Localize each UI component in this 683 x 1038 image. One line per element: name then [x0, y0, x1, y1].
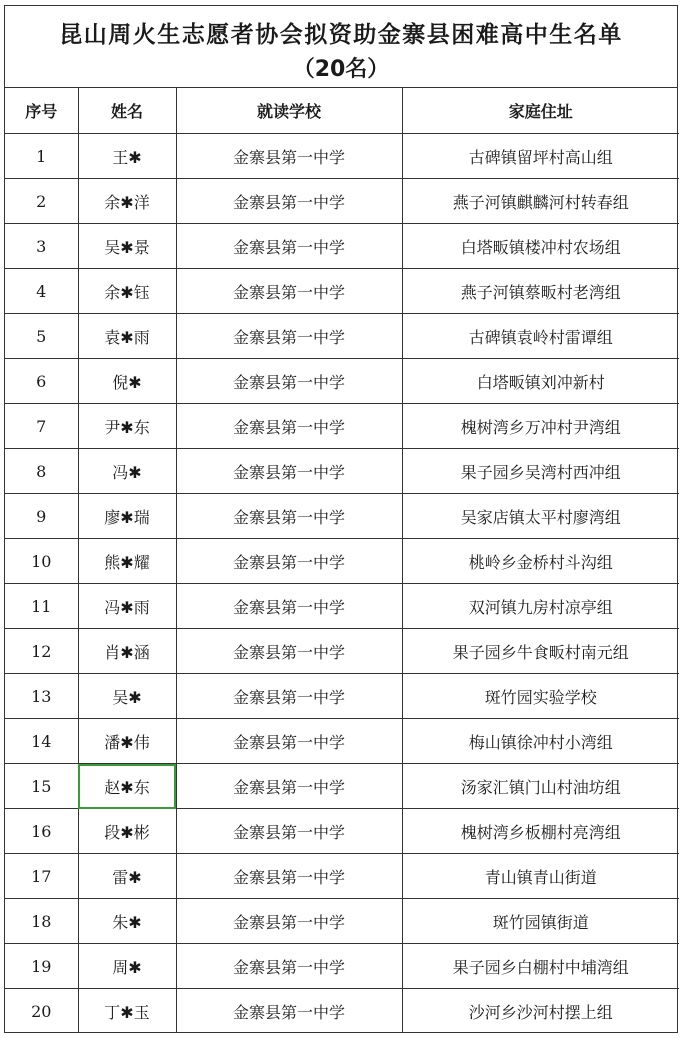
cell-school[interactable]: 金寨县第一中学	[176, 809, 402, 854]
table-row	[5, 494, 679, 539]
table-row	[5, 629, 679, 674]
table-row	[5, 359, 679, 404]
cell-no[interactable]: 10	[5, 539, 78, 584]
cell-school[interactable]: 金寨县第一中学	[176, 764, 402, 809]
cell-name[interactable]: 尹✱东	[78, 404, 176, 449]
table-row	[5, 809, 679, 854]
cell-address[interactable]: 果子园乡吴湾村西冲组	[402, 449, 679, 494]
cell-name[interactable]: 王✱	[78, 134, 176, 179]
cell-address[interactable]: 果子园乡牛食畈村南元组	[402, 629, 679, 674]
cell-school[interactable]: 金寨县第一中学	[176, 134, 402, 179]
cell-school[interactable]: 金寨县第一中学	[176, 944, 402, 989]
cell-no[interactable]: 20	[5, 989, 78, 1034]
cell-school[interactable]: 金寨县第一中学	[176, 539, 402, 584]
spreadsheet-sheet	[4, 5, 678, 1033]
table-row	[5, 179, 679, 224]
column-header-address[interactable]: 家庭住址	[402, 88, 679, 134]
cell-school[interactable]: 金寨县第一中学	[176, 494, 402, 539]
cell-address[interactable]: 白塔畈镇楼冲村农场组	[402, 224, 679, 269]
cell-school[interactable]: 金寨县第一中学	[176, 359, 402, 404]
cell-name[interactable]: 廖✱瑞	[78, 494, 176, 539]
column-header-name[interactable]: 姓名	[78, 88, 176, 134]
table-row	[5, 854, 679, 899]
cell-name[interactable]: 冯✱	[78, 449, 176, 494]
cell-no[interactable]: 7	[5, 404, 78, 449]
cell-name[interactable]: 段✱彬	[78, 809, 176, 854]
cell-school[interactable]: 金寨县第一中学	[176, 404, 402, 449]
cell-address[interactable]: 汤家汇镇门山村油坊组	[402, 764, 679, 809]
title-block[interactable]	[5, 6, 677, 88]
cell-school[interactable]: 金寨县第一中学	[176, 629, 402, 674]
table-row	[5, 314, 679, 359]
cell-no[interactable]: 1	[5, 134, 78, 179]
cell-name[interactable]: 余✱钰	[78, 269, 176, 314]
table-row	[5, 584, 679, 629]
cell-no[interactable]: 2	[5, 179, 78, 224]
table-row	[5, 674, 679, 719]
cell-address[interactable]: 梅山镇徐冲村小湾组	[402, 719, 679, 764]
cell-school[interactable]: 金寨县第一中学	[176, 854, 402, 899]
column-header-no[interactable]: 序号	[5, 88, 78, 134]
cell-school[interactable]: 金寨县第一中学	[176, 584, 402, 629]
cell-address[interactable]: 古碑镇留坪村高山组	[402, 134, 679, 179]
cell-school[interactable]: 金寨县第一中学	[176, 674, 402, 719]
table-row	[5, 449, 679, 494]
cell-name[interactable]: 肖✱涵	[78, 629, 176, 674]
cell-no[interactable]: 6	[5, 359, 78, 404]
cell-no[interactable]: 17	[5, 854, 78, 899]
cell-address[interactable]: 燕子河镇蔡畈村老湾组	[402, 269, 679, 314]
cell-name[interactable]: 余✱洋	[78, 179, 176, 224]
cell-address[interactable]: 槐树湾乡万冲村尹湾组	[402, 404, 679, 449]
cell-no[interactable]: 9	[5, 494, 78, 539]
cell-name[interactable]: 雷✱	[78, 854, 176, 899]
table-row	[5, 134, 679, 179]
cell-no[interactable]: 5	[5, 314, 78, 359]
page-subtitle: （20名）	[292, 57, 390, 82]
cell-no[interactable]: 16	[5, 809, 78, 854]
table-row	[5, 269, 679, 314]
cell-name[interactable]: 倪✱	[78, 359, 176, 404]
student-table	[5, 88, 679, 1033]
column-header-school[interactable]: 就读学校	[176, 88, 402, 134]
table-row	[5, 944, 679, 989]
cell-school[interactable]: 金寨县第一中学	[176, 314, 402, 359]
header-row	[5, 88, 679, 134]
cell-address[interactable]: 白塔畈镇刘冲新村	[402, 359, 679, 404]
cell-no[interactable]: 13	[5, 674, 78, 719]
cell-name-selected[interactable]: 赵✱东	[78, 764, 176, 809]
table-row	[5, 404, 679, 449]
cell-no[interactable]: 3	[5, 224, 78, 269]
cell-address[interactable]: 果子园乡白棚村中埔湾组	[402, 944, 679, 989]
cell-address[interactable]: 斑竹园实验学校	[402, 674, 679, 719]
cell-school[interactable]: 金寨县第一中学	[176, 449, 402, 494]
cell-name[interactable]: 周✱	[78, 944, 176, 989]
cell-address[interactable]: 燕子河镇麒麟河村转春组	[402, 179, 679, 224]
table-body	[5, 134, 679, 1034]
cell-name[interactable]: 熊✱耀	[78, 539, 176, 584]
cell-school[interactable]: 金寨县第一中学	[176, 269, 402, 314]
table-row	[5, 764, 679, 809]
cell-name[interactable]: 吴✱景	[78, 224, 176, 269]
cell-name[interactable]: 丁✱玉	[78, 989, 176, 1034]
cell-no[interactable]: 14	[5, 719, 78, 764]
cell-school[interactable]: 金寨县第一中学	[176, 224, 402, 269]
cell-school[interactable]: 金寨县第一中学	[176, 989, 402, 1034]
cell-name[interactable]: 潘✱伟	[78, 719, 176, 764]
table-row	[5, 539, 679, 584]
cell-address[interactable]: 青山镇青山街道	[402, 854, 679, 899]
cell-name[interactable]: 朱✱	[78, 899, 176, 944]
cell-address[interactable]: 沙河乡沙河村摆上组	[402, 989, 679, 1034]
cell-school[interactable]: 金寨县第一中学	[176, 179, 402, 224]
table-row	[5, 224, 679, 269]
cell-address[interactable]: 槐树湾乡板棚村亮湾组	[402, 809, 679, 854]
cell-no[interactable]: 18	[5, 899, 78, 944]
cell-name[interactable]: 冯✱雨	[78, 584, 176, 629]
table-row	[5, 899, 679, 944]
cell-address[interactable]: 斑竹园镇街道	[402, 899, 679, 944]
cell-no[interactable]: 4	[5, 269, 78, 314]
cell-no[interactable]: 12	[5, 629, 78, 674]
cell-address[interactable]: 古碑镇袁岭村雷谭组	[402, 314, 679, 359]
cell-no[interactable]: 15	[5, 764, 78, 809]
page-title: 昆山周火生志愿者协会拟资助金寨县困难高中生名单	[59, 22, 623, 48]
table-row	[5, 719, 679, 764]
table-row	[5, 989, 679, 1034]
cell-name[interactable]: 袁✱雨	[78, 314, 176, 359]
cell-no[interactable]: 8	[5, 449, 78, 494]
cell-address[interactable]: 吴家店镇太平村廖湾组	[402, 494, 679, 539]
cell-address[interactable]: 桃岭乡金桥村斗沟组	[402, 539, 679, 584]
cell-address[interactable]: 双河镇九房村凉亭组	[402, 584, 679, 629]
cell-school[interactable]: 金寨县第一中学	[176, 899, 402, 944]
cell-no[interactable]: 19	[5, 944, 78, 989]
cell-school[interactable]: 金寨县第一中学	[176, 719, 402, 764]
cell-name[interactable]: 吴✱	[78, 674, 176, 719]
cell-no[interactable]: 11	[5, 584, 78, 629]
